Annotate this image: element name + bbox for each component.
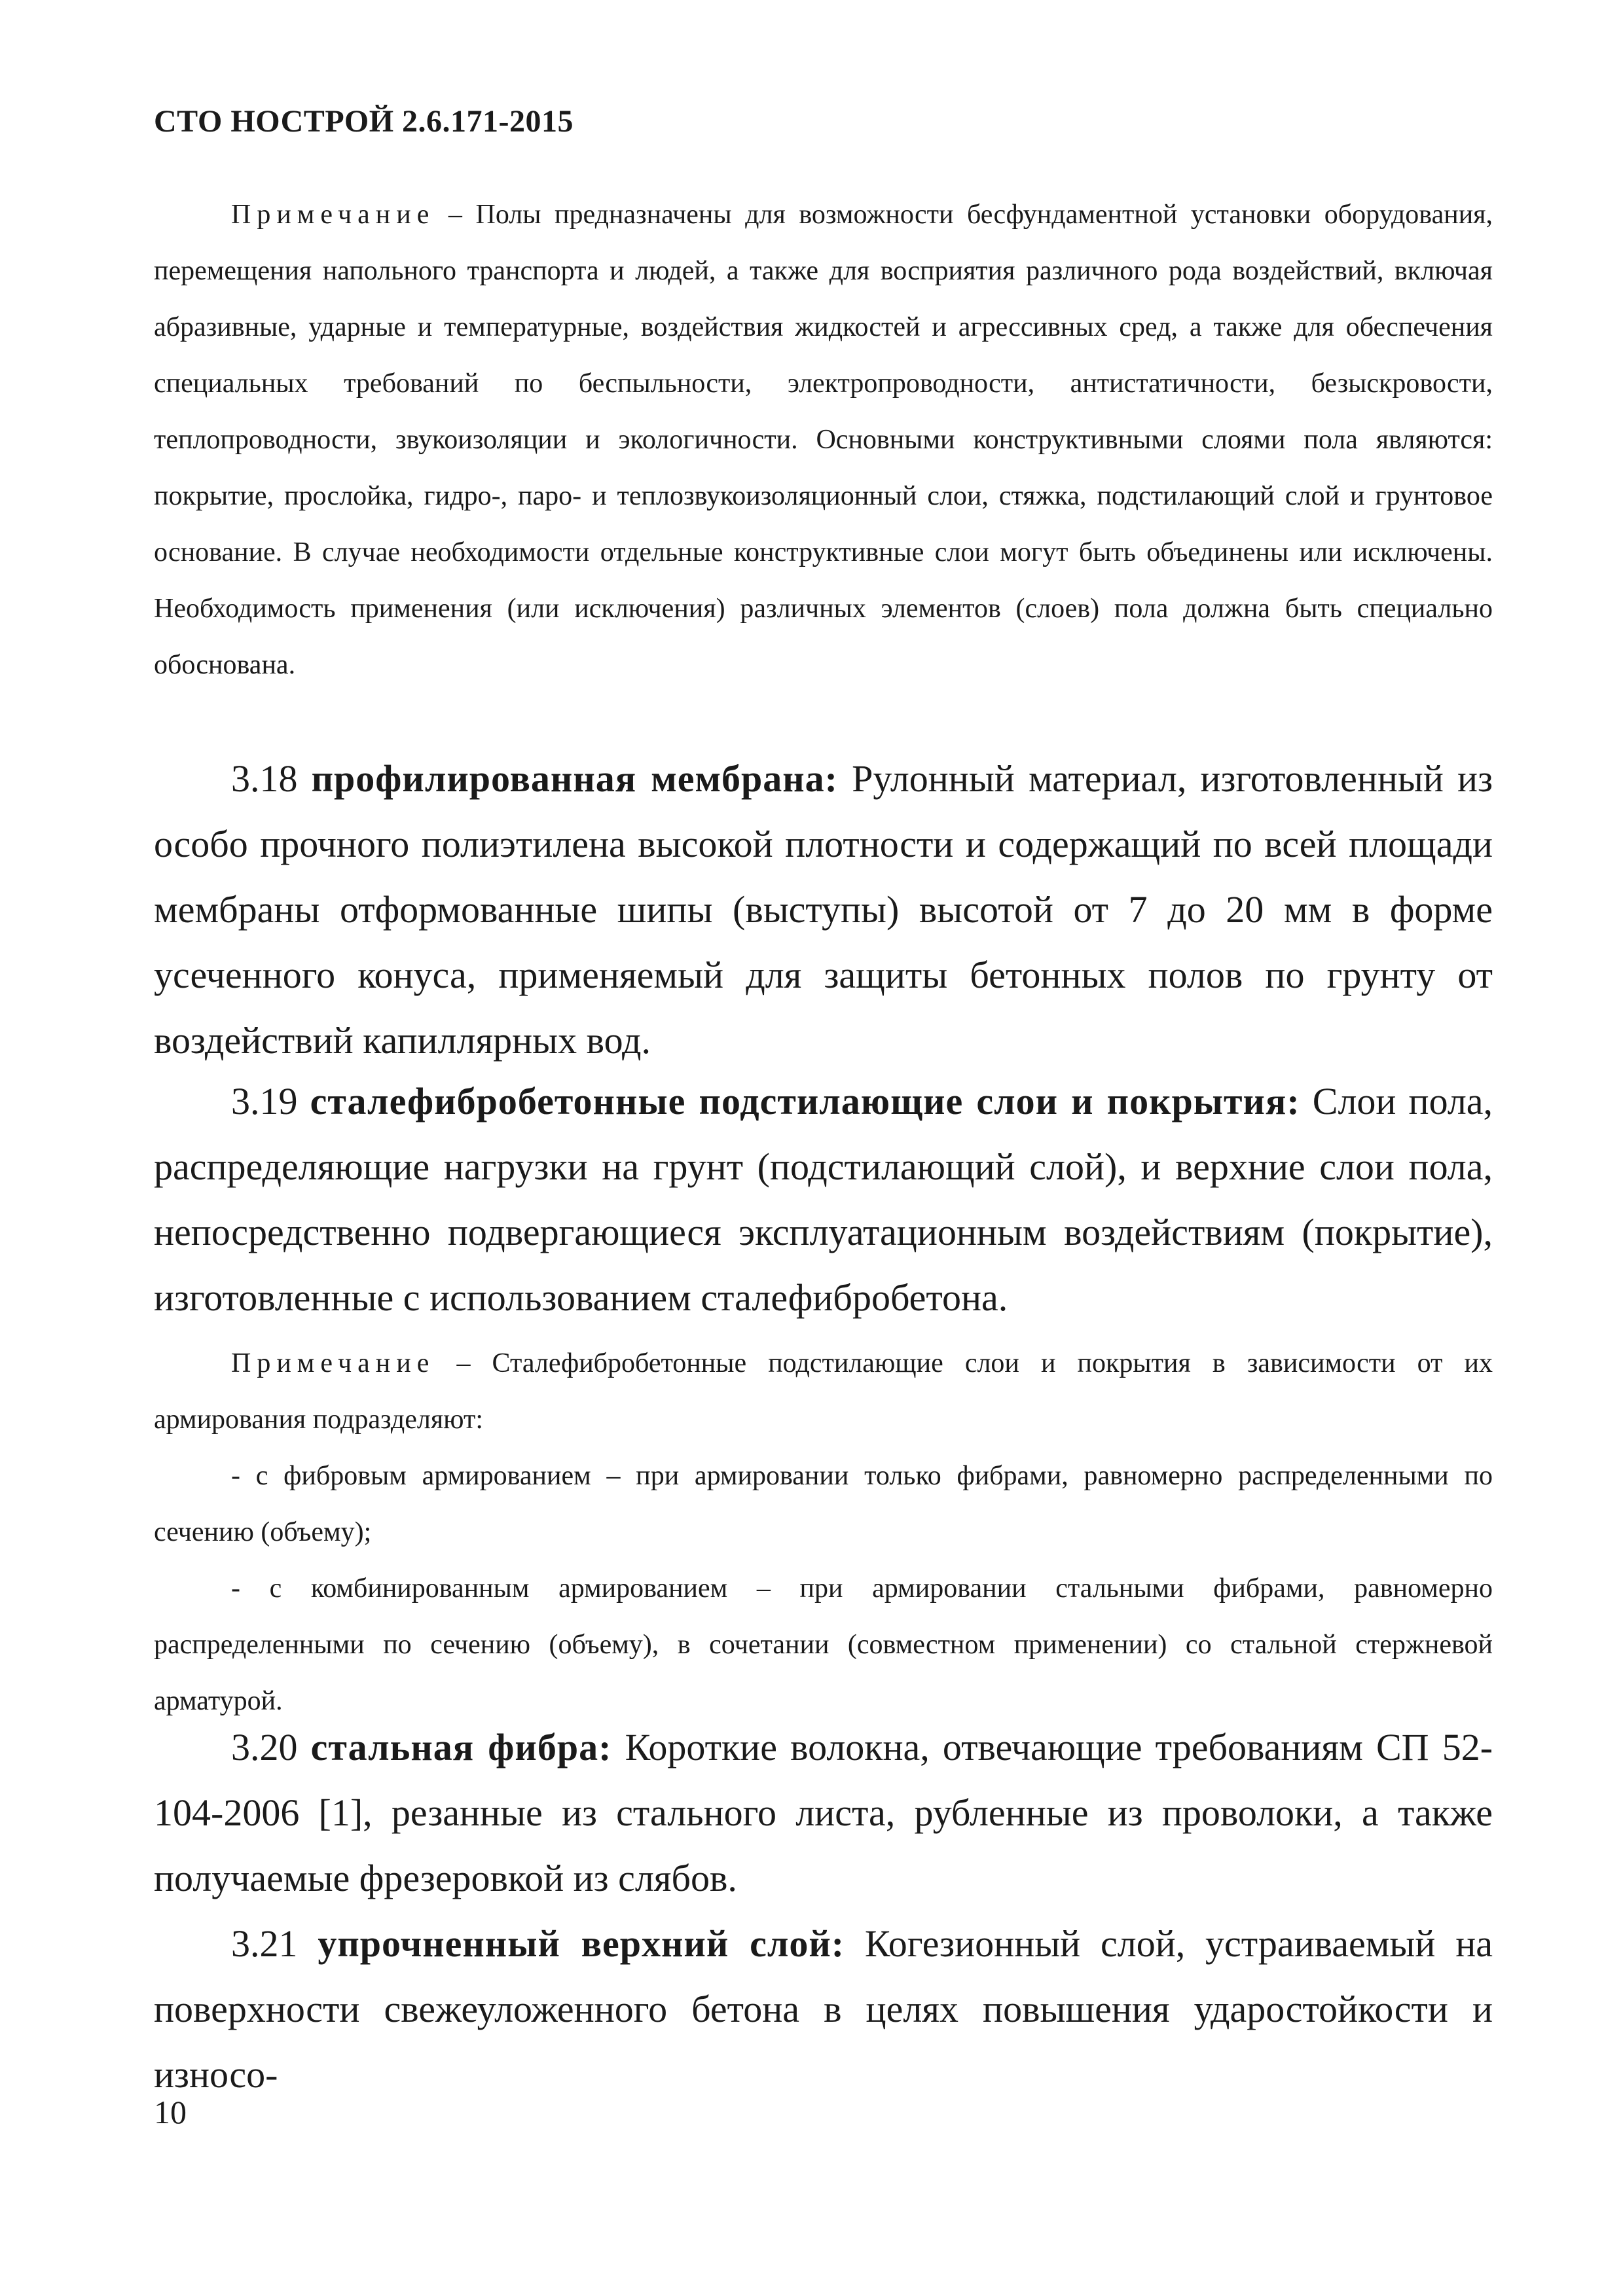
term-3-21 [154, 1911, 1493, 2108]
note-list-item: - с комбинированным армированием – при армировании стальными фибрами, равномерно распределенными по сечению (объему), в сочетании (совместном применении) со стальной стержневой арматурой. [154, 1573, 1493, 1716]
term-number: 3.20 [231, 1726, 298, 1768]
term-definition: Рулонный материал, изготовленный из особо прочного полиэтилена высокой плотности и содержащий по всей площади мембраны отформованные шипы (выступы) высотой от 7 до 20 мм в форме усеченного конуса, применяемый для защиты бетонных полов по грунту от воздействий капиллярных вод. [154, 757, 1493, 1062]
note-block-2 [154, 1335, 1493, 1729]
note-block-1 [154, 187, 1493, 693]
note-list-item: - с фибровым армированием – при армировании только фибрами, равномерно распределенными по сечению (объему); [154, 1461, 1493, 1547]
note-label: Примечание [231, 1348, 435, 1378]
term-definition: Короткие волокна, отвечающие требованиям СП 52-104-2006 [1], резанные из стального листа, рубленные из проволоки, а также получаемые фрезеровкой из слябов. [154, 1726, 1493, 1899]
term-paragraph [154, 746, 1493, 1073]
term-title: упрочненный верхний слой: [318, 1922, 845, 1965]
term-paragraph [154, 1911, 1493, 2108]
term-title: стальная фибра: [310, 1726, 612, 1768]
note-text: – Полы предназначены для возможности бесфундаментной установки оборудования, перемещения напольного транспорта и людей, а также для восприятия различного рода воздействий, включая абразивные, ударные и температурные, воздействия жидкостей и агрессивных сред, а также для обеспечения специальных требований по беспыльности, электропроводности, антистатичности, безыскровости, теплопроводности, звукоизоляции и экологичности. Основными конструктивными слоями пола являются: покрытие, прослойка, гидро-, паро- и теплозвукоизоляционный слои, стяжка, подстилающий слой и грунтовое основание. В случае необходимости отдельные конструктивные слои могут быть объединены или исключены. Необходимость применения (или исключения) различных элементов (слоев) пола должна быть специально обоснована. [154, 200, 1493, 680]
term-number: 3.19 [231, 1080, 298, 1122]
term-number: 3.21 [231, 1922, 298, 1965]
term-title: профилированная мембрана: [311, 757, 838, 800]
term-paragraph [154, 1715, 1493, 1911]
term-definition: Слои пола, распределяющие нагрузки на грунт (подстилающий слой), и верхние слои пола, непосредственно подвергающиеся эксплуатационным воздействиям (покрытие), изготовленные с использованием сталефибробетона. [154, 1080, 1493, 1319]
note-paragraph [154, 187, 1493, 693]
note-paragraph [154, 1335, 1493, 1448]
term-number: 3.18 [231, 757, 298, 800]
term-definition: Когезионный слой, устраиваемый на поверхности свежеуложенного бетона в целях повышения ударостойкости и износо- [154, 1922, 1493, 2096]
term-3-18 [154, 746, 1493, 1073]
term-title: сталефибробетонные подстилающие слои и покрытия: [310, 1080, 1300, 1122]
term-3-19 [154, 1069, 1493, 1331]
note-text: – Сталефибробетонные подстилающие слои и покрытия в зависимости от их армирования подразделяют: [154, 1348, 1493, 1435]
term-paragraph [154, 1069, 1493, 1331]
term-3-20 [154, 1715, 1493, 1911]
document-header: СТО НОСТРОЙ 2.6.171-2015 [154, 104, 574, 139]
page-number: 10 [154, 2094, 187, 2130]
note-label: Примечание [231, 200, 435, 230]
